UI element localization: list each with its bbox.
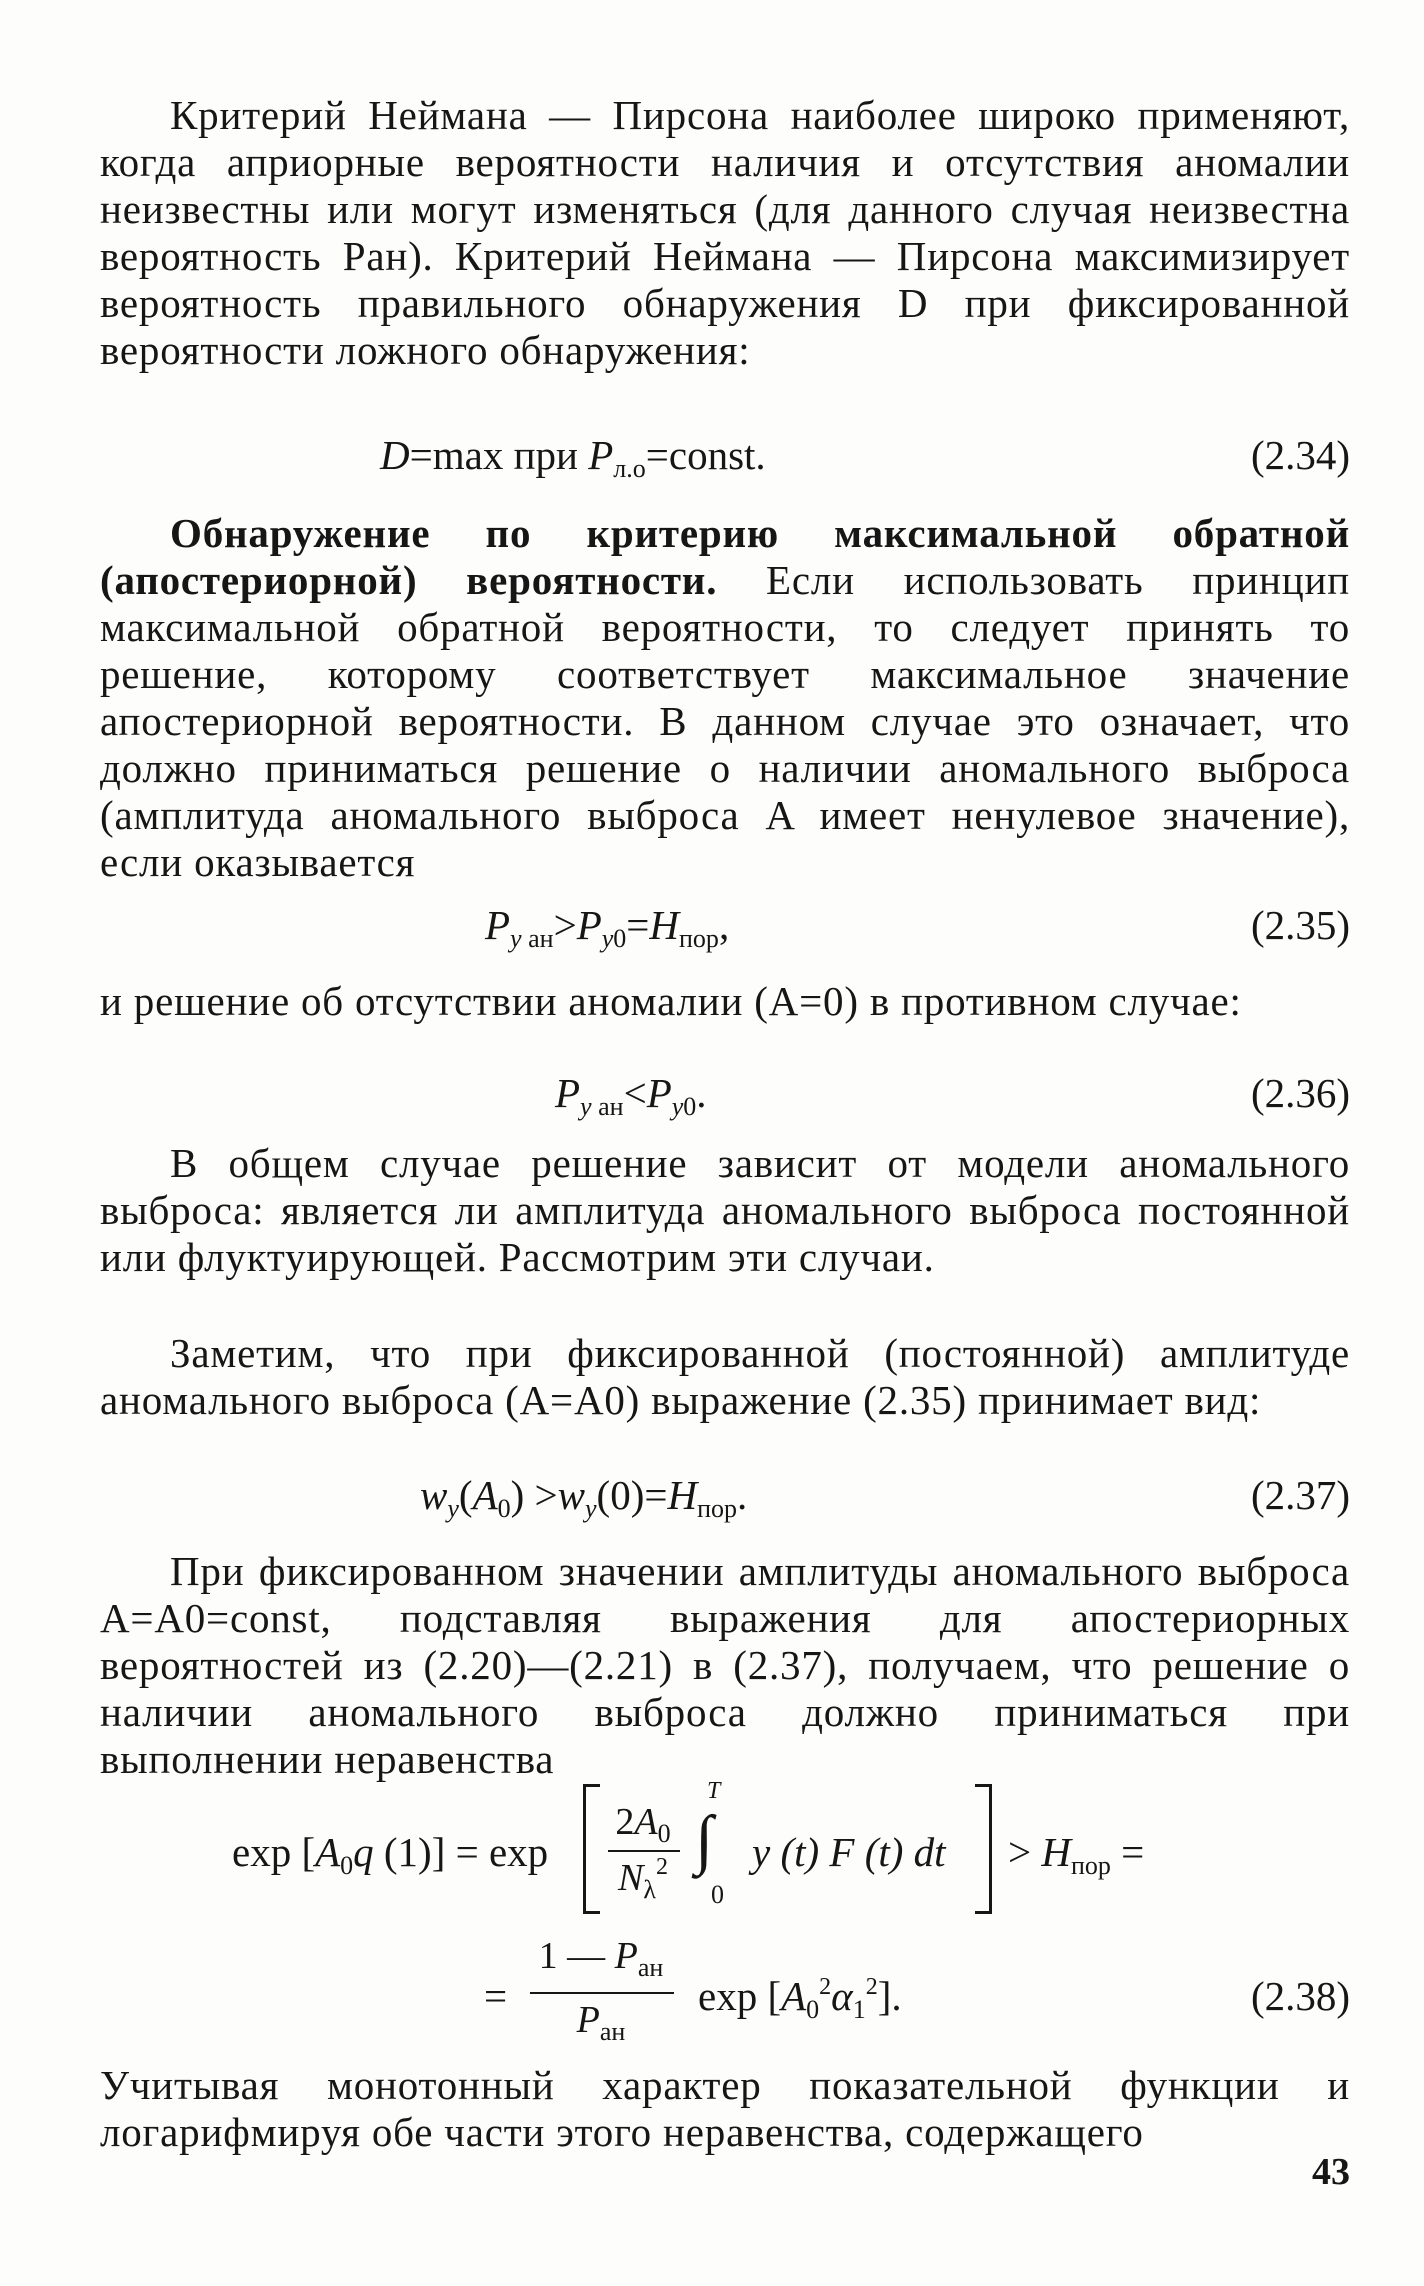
paragraph-text: Учитывая монотонный характер показательной функции и логарифмируя обе части этого неравенства, содержащего — [100, 2062, 1350, 2155]
integrand: y (t) F (t) dt — [752, 1829, 946, 1875]
paragraph-general-case — [100, 1140, 1350, 1281]
paragraph-fixed-amplitude — [100, 1330, 1350, 1424]
equation-2-34 — [100, 430, 1350, 483]
equation-threshold: > $H_{пор}$ = — [1008, 1829, 1145, 1880]
equation-equals: = — [484, 1973, 508, 2019]
right-bracket — [975, 1784, 992, 1914]
fraction-denominator: $P_{ан}$ — [576, 1999, 626, 2046]
integral-lower-limit: 0 — [711, 1880, 724, 1909]
fraction-denominator: $N_\lambda^2$ — [618, 1854, 668, 1904]
page-number: 43 — [1312, 2151, 1350, 2193]
paragraph-text: и решение об отсутствии аномалии (A=0) в противном случае: — [100, 978, 1242, 1024]
equation-expression: $P_{y ан}<P_{y0}$. — [555, 1070, 707, 1121]
equation-number: (2.34) — [1250, 432, 1350, 478]
paragraph-neyman-pearson — [100, 92, 1350, 374]
equation-2-37 — [100, 1470, 1350, 1523]
paragraph-text: При фиксированном значении амплитуды аномального выброса A=A0=const, подставляя выражения для апостериорных вероятностей из (2.20)—(2.21) в (2.37), получаем, что решение о наличии аномального выброса должно приниматься при выполнении неравенства — [100, 1548, 1350, 1782]
equation-number: (2.35) — [1250, 902, 1350, 948]
fraction-numerator: 1 — $P_{ан}$ — [538, 1935, 664, 1982]
equation-number: (2.38) — [1250, 1973, 1350, 2019]
paragraph-body: Если использовать принцип максимальной обратной вероятности, то следует принять то решение, которому соответствует максимальное значение апостериорной вероятности. В данном случае это означает, что должно приниматься решение о наличии аномального выброса (амплитуда аномального выброса A имеет ненулевое значение), если оказывается — [100, 557, 1350, 885]
equation-number: (2.36) — [1250, 1070, 1350, 1116]
integral-upper-limit: T — [707, 1778, 721, 1804]
integral-sign: ∫ — [695, 1803, 714, 1876]
left-bracket — [583, 1784, 600, 1914]
paragraph-max-posterior — [100, 510, 1350, 886]
paragraph-text — [100, 510, 1350, 886]
equation-number: (2.37) — [1250, 1472, 1350, 1518]
equation-expression: D=max при $P_{л.о}=const$. — [380, 432, 766, 483]
equation-expression: $P_{y ан}>P_{y0}=H_{пор}$, — [485, 902, 730, 953]
equation-expression: $w_y(A_0) >w_y(0)=H_{пор}$. — [420, 1472, 748, 1523]
equation-exp-term: $\exp [A_0^2\alpha_1^2]$. — [698, 1973, 902, 2024]
paragraph-text: Заметим, что при фиксированной (постоянной) амплитуде аномального выброса (A=A0) выражение (2.35) принимает вид: — [100, 1330, 1350, 1423]
fraction-bar — [608, 1850, 680, 1852]
fraction-numerator: $2A_0$ — [615, 1801, 671, 1848]
equation-2-36 — [100, 1068, 1350, 1121]
paragraph-absence — [100, 978, 1350, 1025]
paragraph-monotonic — [100, 2062, 1350, 2156]
section-heading: Обнаружение по критерию максимальной обратной (апостериорной) вероятности. — [100, 510, 1350, 603]
fraction-bar — [530, 1992, 674, 1994]
paragraph-text: В общем случае решение зависит от модели аномального выброса: является ли амплитуда аномального выброса постоянной или флуктуирующей. Рассмотрим эти случаи. — [100, 1140, 1350, 1280]
equation-lhs: $\exp [A_0q$ (1)] = exp — [232, 1829, 549, 1880]
paragraph-text: Критерий Неймана — Пирсона наиболее широко применяют, когда априорные вероятности наличия и отсутствия аномалии неизвестны или могут изменяться (для данного случая неизвестна вероятность Pан). Критерий Неймана — Пирсона максимизирует вероятность правильного обнаружения D при фиксированной вероятности ложного обнаружения: — [100, 92, 1350, 373]
equation-2-35 — [100, 900, 1350, 953]
paragraph-inequality-intro — [100, 1548, 1350, 1783]
